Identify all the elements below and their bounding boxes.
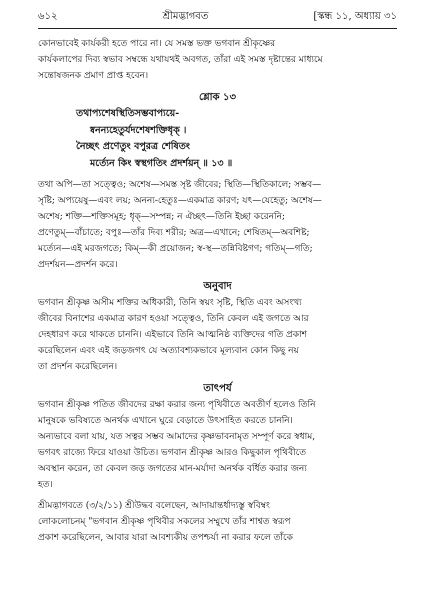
purport-line: মানুষকে ভবিষ্যতে অনর্থক এখানে ঘুরে বেড়াতে উৎসাহিত করতে চাননি। — [38, 416, 293, 426]
synonyms-paragraph — [38, 177, 397, 273]
synonym-line: সৃষ্টি; অপ্যয়েষু—এবং লয়; অনন্য-হেতুঃ—একমাত্র কারণ; যৎ—যেহেতু; অশেষ— — [38, 196, 322, 206]
page-number: ৬১২ — [38, 11, 58, 22]
translation-line: করেছিলেন এবং এই জড়জগৎ যে অত্যাবশ্যকভাবে মূল্যবান কোন কিছু নয় — [38, 346, 299, 356]
intro-line: সন্তোষজনক প্রমাণ প্রাপ্ত হবেন। — [38, 71, 149, 81]
synonym-line: তথা অপি—তা সত্ত্বেও; অশেষ—সমস্ত সৃষ্ট জীবের; স্থিতি—স্থিতিকালে; সম্ভব— — [38, 180, 322, 190]
intro-line: কার্যকলাপের দিব্য স্বভাব সম্বন্ধে যথাযথই অবগত, তাঁরা এই সমস্ত দৃষ্টান্তের মাধ্যমে — [38, 55, 323, 65]
verse-heading: শ্লোক ১৩ — [199, 92, 236, 103]
purport-line: অবস্থান করেন, তা কেবল জড় জগতের মান-মর্যাদা অনর্থক বর্ধিত করার জন্য — [38, 464, 307, 474]
verse-line: মর্ত্যেন কিং স্বস্থগতিং প্রদর্শয়ন্ ॥ ১৩ ॥ — [90, 157, 233, 169]
citation-line: প্রকাশ করেছিলেন, আবার যারা আবশ্যকীয় তপশ্চর্যা না করার ফলে তাঁকে — [38, 533, 293, 543]
translation-line: ভগবান শ্রীকৃষ্ণ অসীম শক্তির অধিকারী, তিনি স্বয়ং সৃষ্টি, স্থিতি এবং অসংখ্য — [38, 298, 302, 308]
synonym-line: প্রণেতুম্—বাঁচাতে; বপুঃ—তাঁর দিব্য শরীর; অত্র—এখানে; শেষিতম্—অবশিষ্ট; — [38, 228, 310, 238]
chapter-reference: [স্কন্ধ ১১, অধ্যায় ৩১ — [313, 11, 397, 22]
sanskrit-verse — [38, 106, 397, 172]
purport-line: ভগবান শ্রীকৃষ্ণ পতিত জীবদের রক্ষা করার জন্য পৃথিবীতে অবতীর্ণ হলেও তিনি — [38, 400, 316, 410]
translation-line: দেহধারণ করে থাকতে চাননি। এইভাবে তিনি আত্মনিষ্ঠ ব্যক্তিদের গতি প্রকাশ — [38, 330, 308, 340]
purport-line: হত। — [38, 480, 53, 490]
citation-line: লোকলোচনম্ "ভগবান শ্রীকৃষ্ণ পৃথিবীর সকলের সম্মুখে তাঁর শাশ্বত স্বরূপ — [38, 517, 291, 527]
intro-paragraph — [38, 36, 397, 84]
intro-line: কোনভাবেই কার্যকরী হতে পারে না। যে সমস্ত ভক্ত ভগবান শ্রীকৃষ্ণের — [38, 39, 276, 49]
synonym-line: প্রদর্শয়ন—প্রদর্শন করে। — [38, 260, 118, 270]
purport-citation-paragraph — [38, 498, 397, 546]
translation-heading: অনুবাদ — [203, 281, 232, 292]
page-content — [38, 36, 397, 546]
citation-line: শ্রীমদ্ভাগবতে (৩/২/১১) শ্রীউদ্ধব বলেছেন, আদায়ান্তর্ধাদ্যস্তু স্ববিম্বং — [38, 501, 270, 511]
verse-line: তথাপ্যশেষস্থিতিসম্ভবাপ্যয়ে- — [76, 108, 180, 119]
page-header — [38, 10, 397, 29]
synonym-line: মর্ত্যেন—এই মরজগতে; কিম্—কী প্রয়োজন; স্ব-স্থ—তন্নিবিষ্টগণ; গতিম্—গতি; — [38, 244, 313, 254]
synonym-line: অশেষ; শক্তি—শক্তিসমূহ; ধৃক্—সম্পন্ন; ন ঐচ্ছৎ—তিনি ইচ্ছা করেননি; — [38, 212, 286, 222]
verse-line: ষ্বনন্যহেতুর্যদশেষশক্তিধৃক্ । — [90, 124, 187, 136]
purport-paragraph — [38, 397, 397, 493]
verse-line: নৈচ্ছৎ প্রণেতুং বপুরত্র শেষিতং — [76, 141, 190, 152]
purport-line: ভগবৎ রাজ্যে ফিরে যাওয়া উচিত। ভগবান শ্রীকৃষ্ণ আরও কিছুকাল পৃথিবীতে — [38, 448, 307, 458]
translation-line: তা প্রদর্শন করেছিলেন। — [38, 362, 118, 372]
translation-line: জীবের বিনাশের একমাত্র কারণ হওয়া সত্ত্বেও, তিনি কেবল এই জগতে আর — [38, 314, 309, 324]
translation-paragraph — [38, 295, 397, 375]
purport-heading: তাৎপর্য — [203, 383, 232, 394]
book-title: শ্রীমদ্ভাগবত — [162, 11, 209, 22]
purport-line: অন্যভাবে বলা যায়, যত সত্বর সম্ভব আমাদের কৃষ্ণভাবনামৃত সম্পূর্ণ করে স্বধাম, — [38, 432, 316, 442]
